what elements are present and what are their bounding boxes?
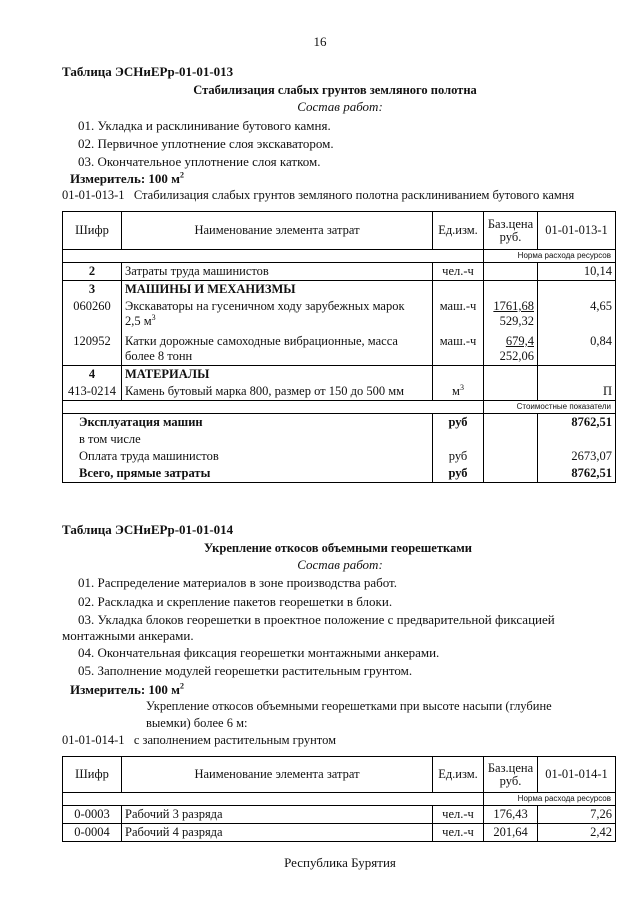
table-row	[63, 806, 616, 824]
header-column: 01-01-013-1	[538, 212, 616, 250]
row-name: Экскаваторы на гусеничном ходу зарубежных марок 2,5 $м^3$	[122, 298, 433, 330]
row-value: П	[538, 383, 616, 401]
table-label: Таблица ЭСНиЕРр-01-01-014	[62, 522, 234, 537]
header-price: Баз.цена руб.	[484, 212, 538, 250]
row-name: Катки дорожные самоходные вибрационные, масса более 8 тонн	[122, 330, 433, 366]
row-value: 2,42	[538, 824, 616, 842]
intro-text: выемки) более 6 м:	[146, 716, 248, 730]
row-unit: чел.-ч	[433, 263, 484, 281]
item-line	[62, 188, 574, 203]
norm-label: Норма расхода ресурсов	[484, 250, 616, 263]
row-name: Рабочий 3 разряда	[122, 806, 433, 824]
measure-unit: Измеритель: 100 $м^2$	[70, 170, 185, 186]
resource-table-1	[62, 211, 616, 483]
page-number: 16	[313, 34, 327, 49]
row-price: 176,43	[484, 806, 538, 824]
row-unit: маш.-ч	[433, 330, 484, 366]
header-unit: Ед.изм.	[433, 212, 484, 250]
table-label: Таблица ЭСНиЕРр-01-01-013	[62, 64, 234, 79]
header-code: Шифр	[63, 212, 122, 250]
norm-label: Норма расхода ресурсов	[484, 793, 616, 806]
row-value: 10,14	[538, 263, 616, 281]
intro-text: Укрепление откосов объемными георешетками при высоте насыпи (глубине	[146, 699, 552, 713]
row-code: 060260	[63, 298, 122, 330]
work-item: монтажными анкерами.	[62, 628, 194, 643]
item-text: Стабилизация слабых грунтов земляного полотна расклиниванием бутового камня	[133, 188, 575, 202]
table-title: Укрепление откосов объемными георешетками	[204, 541, 472, 555]
works-heading: Состав работ:	[297, 557, 383, 572]
row-code: 3	[63, 281, 122, 299]
cost-unit: руб	[433, 448, 484, 465]
cost-unit: руб	[433, 465, 484, 483]
row-name: Камень бутовый марка 800, размер от 150 до 500 мм	[122, 383, 433, 401]
item-text: с заполнением растительным грунтом	[133, 733, 337, 747]
row-unit: маш.-ч	[433, 298, 484, 330]
cost-name: Оплата труда машинистов	[63, 448, 433, 465]
table-row	[63, 824, 616, 842]
cost-value: 8762,51	[538, 414, 616, 432]
item-code: 01-01-014-1	[62, 733, 125, 747]
row-name: Затраты труда машинистов	[122, 263, 433, 281]
header-name: Наименование элемента затрат	[122, 212, 433, 250]
row-code: 4	[63, 366, 122, 384]
cost-name: в том числе	[63, 431, 433, 448]
work-item: 03. Окончательное уплотнение слоя катком.	[78, 154, 321, 169]
cost-unit: руб	[433, 414, 484, 432]
measure-unit: Измеритель: 100 $м^2$	[70, 681, 185, 697]
row-unit: $м^3$	[433, 383, 484, 401]
row-name: Рабочий 4 разряда	[122, 824, 433, 842]
work-item: 04. Окончательная фиксация георешетки монтажными анкерами.	[78, 645, 440, 660]
work-item: 01. Распределение материалов в зоне производства работ.	[78, 575, 398, 590]
item-line	[62, 733, 336, 748]
item-code: 01-01-013-1	[62, 188, 125, 202]
cost-name: Всего, прямые затраты	[63, 465, 433, 483]
header-name: Наименование элемента затрат	[122, 757, 433, 793]
cost-label: Стоимостные показатели	[484, 401, 616, 414]
row-price: 679,4 252,06	[484, 330, 538, 366]
work-item: 02. Раскладка и скрепление пакетов георешетки в блоки.	[78, 594, 393, 609]
header-price: Баз.цена руб.	[484, 757, 538, 793]
works-heading: Состав работ:	[297, 99, 383, 114]
row-price: 201,64	[484, 824, 538, 842]
cost-value: 2673,07	[538, 448, 616, 465]
section-title: МАТЕРИАЛЫ	[122, 366, 433, 384]
footer-region: Республика Бурятия	[284, 855, 396, 870]
row-value: 4,65	[538, 298, 616, 330]
header-unit: Ед.изм.	[433, 757, 484, 793]
row-code: 120952	[63, 330, 122, 366]
resource-table-2	[62, 756, 616, 842]
table-title: Стабилизация слабых грунтов земляного полотна	[193, 83, 477, 97]
row-value: 7,26	[538, 806, 616, 824]
row-value: 0,84	[538, 330, 616, 366]
work-item: 05. Заполнение модулей георешетки растительным грунтом.	[78, 663, 413, 678]
row-code: 0-0004	[63, 824, 122, 842]
row-unit: чел.-ч	[433, 806, 484, 824]
work-item: 02. Первичное уплотнение слоя экскаватором.	[78, 136, 334, 151]
row-code: 0-0003	[63, 806, 122, 824]
row-price: 1761,68 529,32	[484, 298, 538, 330]
work-item: 01. Укладка и расклинивание бутового камня.	[78, 118, 331, 133]
cost-value: 8762,51	[538, 465, 616, 483]
cost-name: Эксплуатация машин	[63, 414, 433, 432]
header-column: 01-01-014-1	[538, 757, 616, 793]
row-code: 2	[63, 263, 122, 281]
section-title: МАШИНЫ И МЕХАНИЗМЫ	[122, 281, 433, 299]
header-code: Шифр	[63, 757, 122, 793]
row-unit: чел.-ч	[433, 824, 484, 842]
work-item: 03. Укладка блоков георешетки в проектное положение с предварительной фиксацией	[78, 612, 555, 627]
row-code: 413-0214	[63, 383, 122, 401]
